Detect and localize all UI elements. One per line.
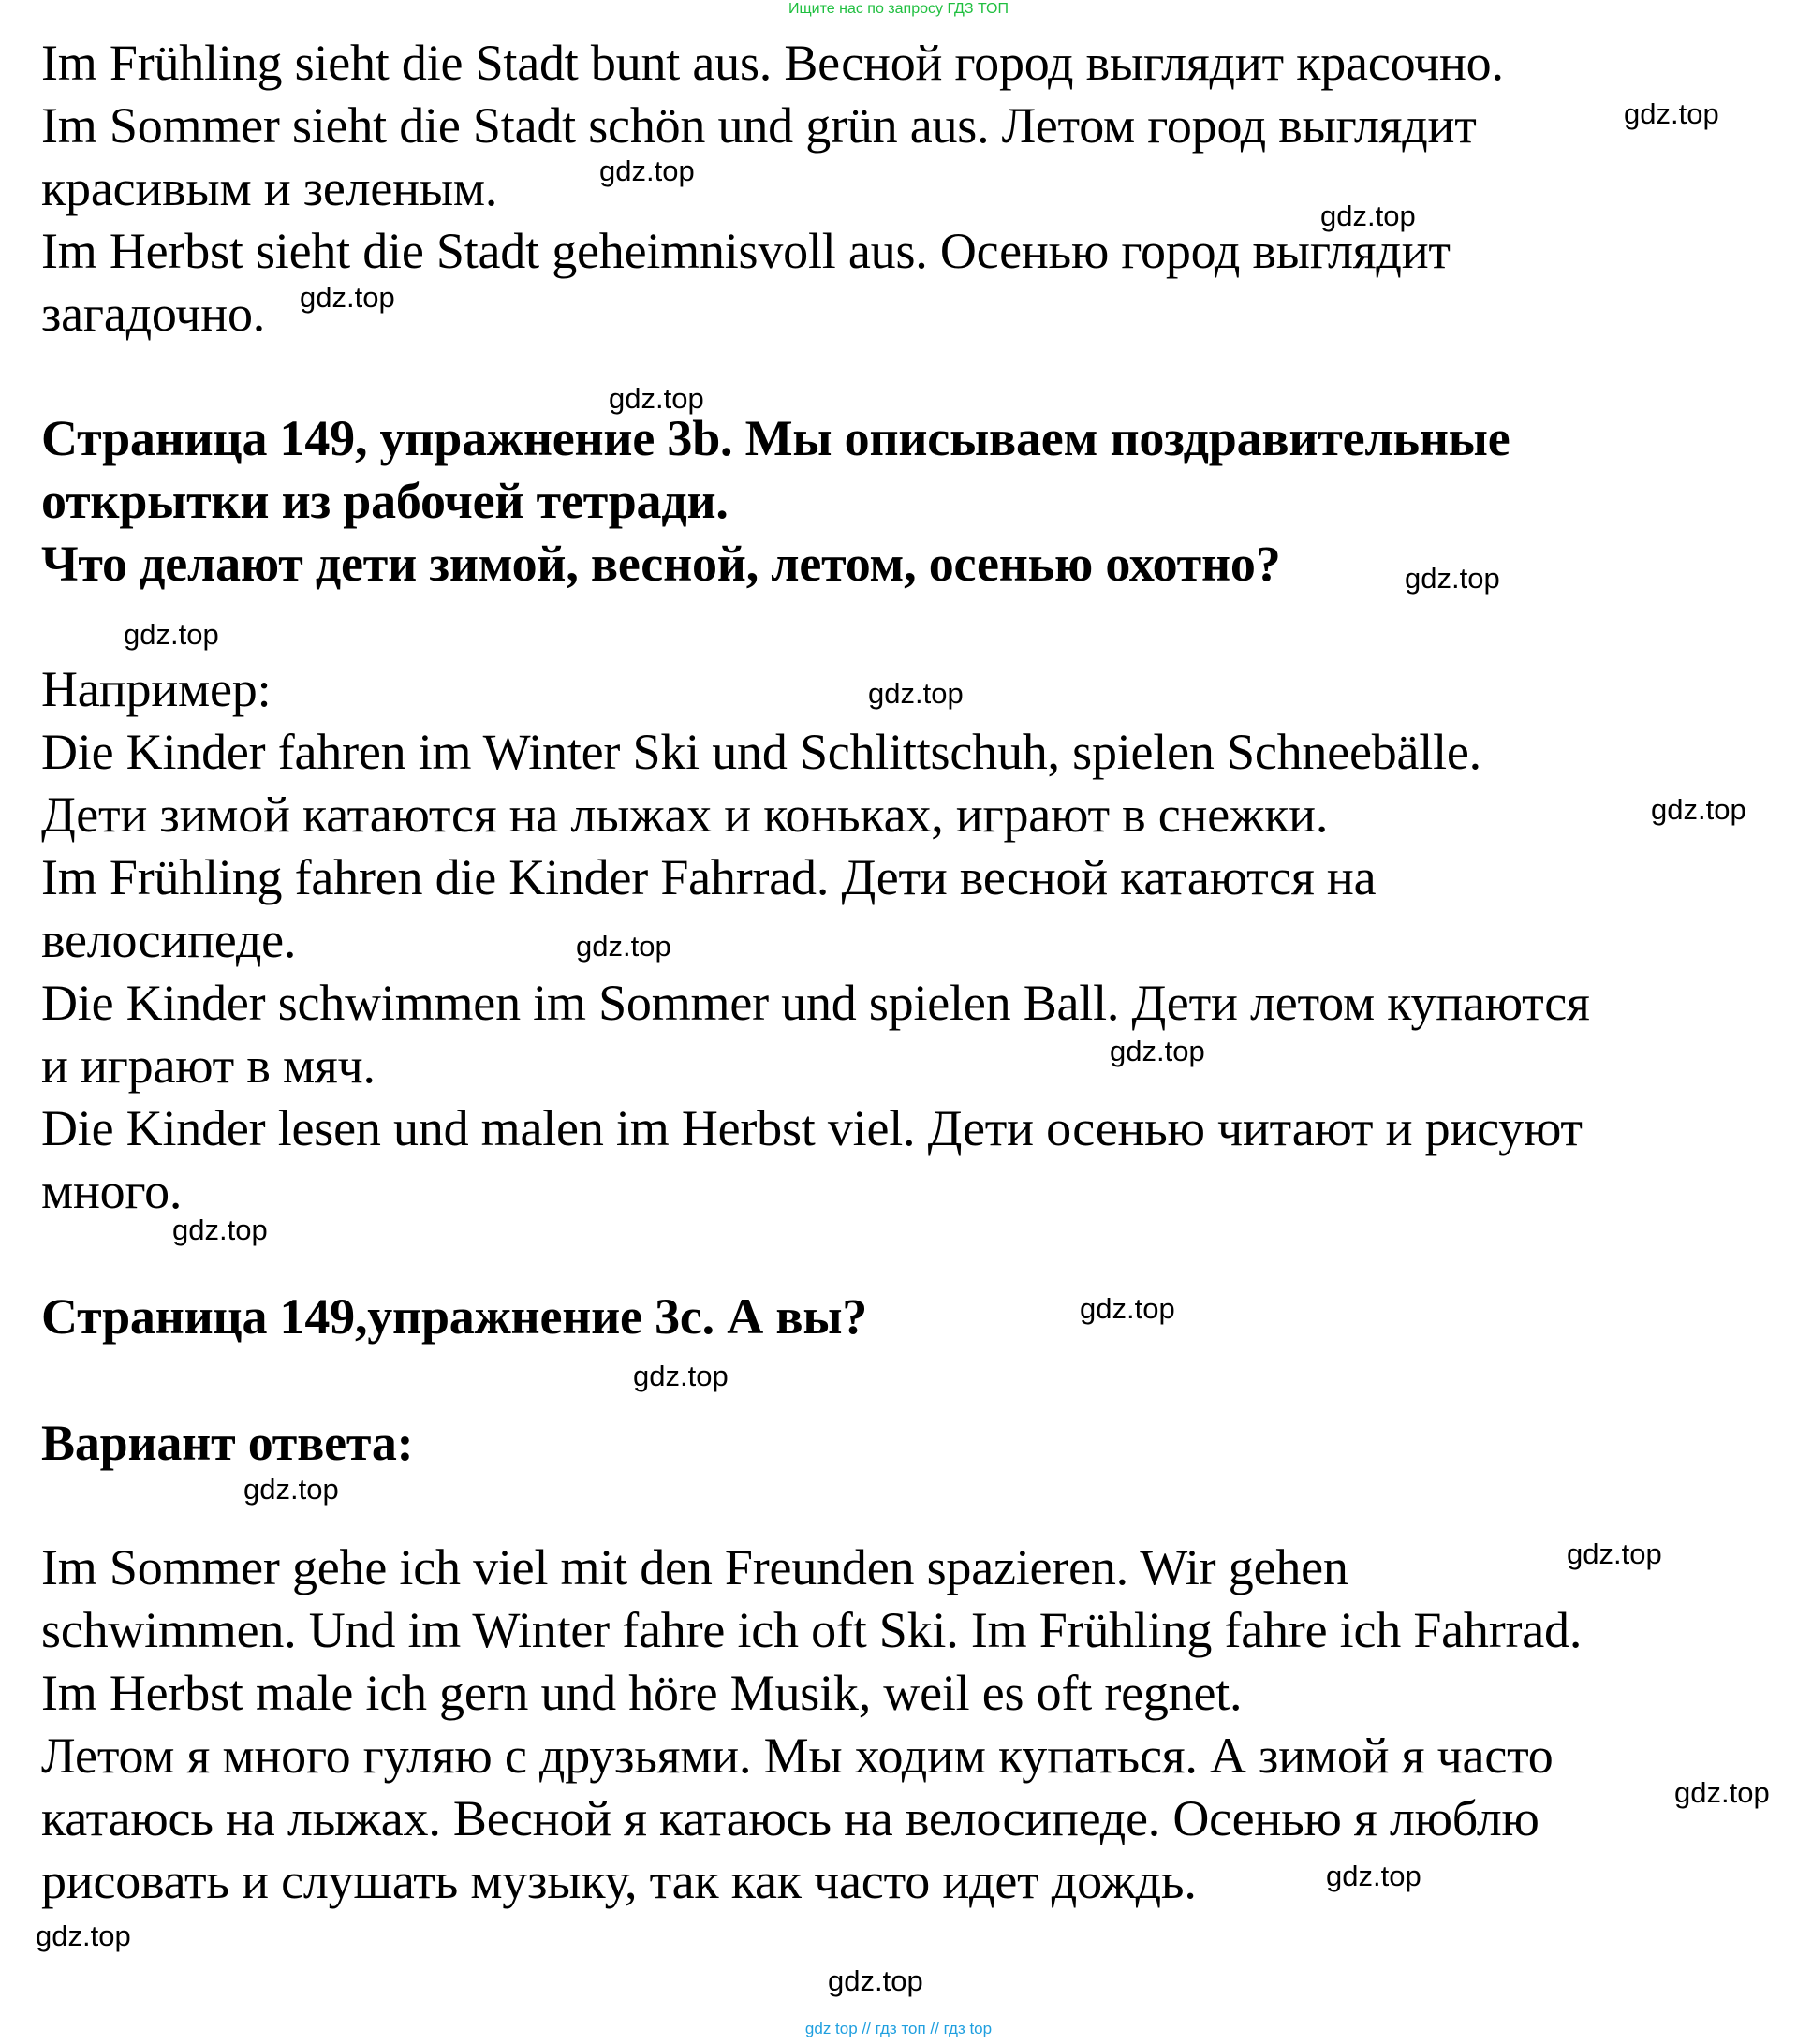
watermark: gdz.top [576,930,671,963]
text-line: рисовать и слушать музыку, так как часто идет дождь. [41,1853,1197,1909]
text-line: Im Herbst male ich gern und höre Musik, weil es oft regnet. [41,1665,1243,1721]
text-line: schwimmen. Und im Winter fahre ich oft Ski. Im Frühling fahre ich Fahrrad. [41,1602,1583,1658]
watermark: gdz.top [1651,793,1746,826]
footer-links: gdz top // гдз топ // гдз top [804,2020,993,2037]
watermark: gdz.top [868,677,964,710]
section-heading: Что делают дети зимой, весной, летом, осенью охотно? [41,536,1281,592]
text-line: катаюсь на лыжах. Весной я катаюсь на велосипеде. Осенью я люблю [41,1790,1539,1846]
top-banner: Ищите нас по запросу ГДЗ ТОП [788,1,1009,17]
text-line: Например: [41,661,272,717]
watermark: gdz.top [1567,1537,1662,1570]
watermark: gdz.top [1080,1292,1175,1325]
section-heading: Страница 149, упражнение 3b. Мы описываем поздравительные [41,410,1510,466]
watermark: gdz.top [1110,1035,1205,1067]
watermark: gdz.top [243,1473,339,1506]
text-line: Die Kinder schwimmen im Sommer und spielen Ball. Дети летом купаются [41,975,1590,1031]
watermark: gdz.top [599,154,695,187]
text-line: Im Sommer gehe ich viel mit den Freunden spazieren. Wir gehen [41,1539,1348,1595]
text-line: Im Herbst sieht die Stadt geheimnisvoll aus. Осенью город выглядит [41,223,1451,279]
watermark: gdz.top [1405,562,1500,595]
watermark: gdz.top [609,382,704,415]
text-line: красивым и зеленым. [41,160,498,216]
watermark: gdz.top [1624,97,1719,130]
text-line: загадочно. [41,286,266,342]
section-heading: Страница 149,упражнение 3с. А вы? [41,1288,868,1345]
watermark: gdz.top [1320,199,1416,232]
section-heading: открытки из рабочей тетради. [41,473,729,529]
text-line: Die Kinder fahren im Winter Ski und Schlittschuh, spielen Schneebälle. [41,724,1481,780]
text-line: Im Frühling fahren die Kinder Fahrrad. Дети весной катаются на [41,849,1377,905]
watermark: gdz.top [124,618,219,651]
watermark: gdz.top [828,1964,923,1997]
watermark: gdz.top [300,281,395,314]
watermark: gdz.top [1326,1860,1421,1892]
text-line: и играют в мяч. [41,1037,376,1094]
text-line: Дети зимой катаются на лыжах и коньках, играют в снежки. [41,787,1329,843]
text-line: Im Frühling sieht die Stadt bunt aus. Весной город выглядит красочно. [41,35,1504,91]
watermark: gdz.top [1674,1776,1770,1809]
answer-heading: Вариант ответа: [41,1415,414,1471]
text-line: Im Sommer sieht die Stadt schön und grün aus. Летом город выглядит [41,97,1477,154]
watermark: gdz.top [36,1919,131,1952]
watermark: gdz.top [633,1360,729,1392]
text-line: много. [41,1163,183,1219]
text-line: Die Kinder lesen und malen im Herbst viel. Дети осенью читают и рисуют [41,1100,1583,1156]
watermark: gdz.top [172,1213,268,1246]
text-line: Летом я много гуляю с друзьями. Мы ходим купаться. А зимой я часто [41,1728,1554,1784]
text-line: велосипеде. [41,912,297,968]
